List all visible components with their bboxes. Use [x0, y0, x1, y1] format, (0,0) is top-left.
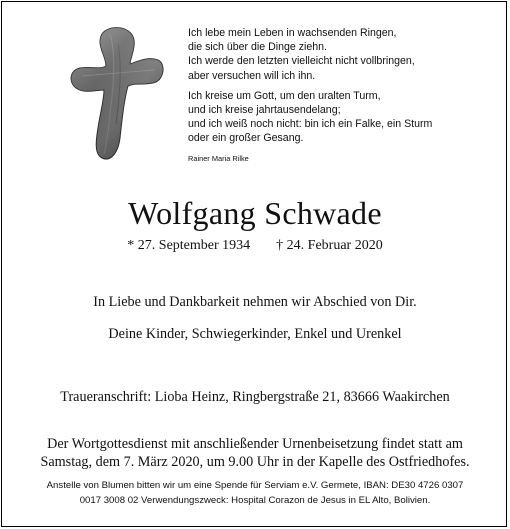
- obituary-notice: [1, 1, 507, 527]
- service-line: Der Wortgottesdienst mit anschließender Urnenbeisetzung findet statt am: [47, 436, 463, 452]
- poem-line: und ich kreise jahrtausendelang;: [188, 104, 341, 117]
- family-signature: Deine Kinder, Schwiegerkinder, Enkel und Urenkel: [108, 326, 402, 342]
- poem-line: und ich weiß noch nicht: bin ich ein Falke, ein Sturm: [188, 118, 433, 131]
- condolence-address: Traueranschrift: Lioba Heinz, Ringbergstraße 21, 83666 Waakirchen: [60, 389, 450, 405]
- poem-line: Ich werde den letzten vielleicht nicht vollbringen,: [188, 55, 415, 68]
- service-line: Samstag, dem 7. März 2020, um 9.00 Uhr in der Kapelle des Ostfriedhofes.: [40, 454, 470, 470]
- birth-date: * 27. September 1934: [127, 238, 251, 253]
- death-date: † 24. Februar 2020: [276, 238, 383, 253]
- poem-line: die sich über die Dinge ziehn.: [188, 41, 327, 54]
- poem-line: Ich lebe mein Leben in wachsenden Ringen,: [188, 27, 397, 39]
- poem-stanza-2: [188, 89, 498, 146]
- poem-author: Rainer Maria Rilke: [188, 153, 249, 163]
- donation-line: 0017 3008 02 Verwendungszweck: Hospital Corazon de Jesus in EL Alto, Bolivien.: [79, 494, 431, 506]
- life-dates: [2, 238, 508, 254]
- poem-line: aber versuchen will ich ihn.: [188, 69, 316, 82]
- deceased-name: Wolfgang Schwade: [128, 195, 382, 231]
- poem-line: Ich kreise um Gott, um den uralten Turm,: [188, 89, 381, 102]
- poem-line: oder ein großer Gesang.: [188, 132, 304, 145]
- donation-line: Anstelle von Blumen bitten wir um eine Spende für Serviam e.V. Germete, IBAN: DE30 4726 0307: [46, 480, 464, 491]
- service-announcement: [2, 435, 508, 471]
- farewell-text: In Liebe und Dankbarkeit nehmen wir Abschied von Dir.: [93, 294, 417, 310]
- poem-stanza-1: [188, 26, 498, 83]
- wooden-cross-image: [64, 24, 168, 164]
- poem: [188, 26, 498, 166]
- donation-request: [2, 479, 508, 508]
